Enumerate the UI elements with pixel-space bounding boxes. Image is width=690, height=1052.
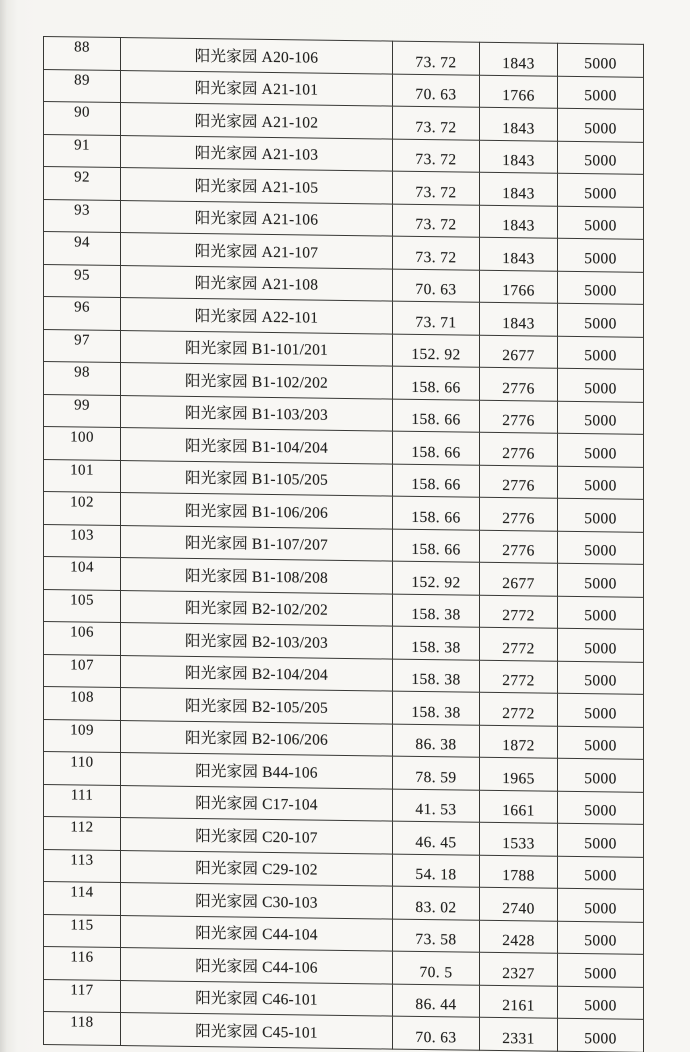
row-number-cell: 109: [44, 719, 121, 753]
area-value-cell: 73. 58: [393, 919, 480, 953]
table-body: [44, 37, 644, 1052]
row-number-cell: 93: [44, 199, 121, 233]
fee-value-cell: 5000: [558, 726, 644, 760]
row-number-cell: 92: [44, 167, 121, 201]
row-number-cell: 106: [44, 622, 121, 656]
area-value-cell: 73. 72: [393, 41, 480, 75]
area-value-cell: 73. 72: [393, 106, 480, 140]
unit-name-cell: 阳光家园 C29-102: [121, 850, 393, 886]
row-number-cell: 108: [44, 687, 121, 721]
price-value-cell: 2740: [480, 887, 558, 921]
price-value-cell: 2776: [480, 367, 558, 401]
unit-name-cell: 阳光家园 C44-106: [121, 948, 393, 984]
area-value-cell: 86. 44: [393, 984, 480, 1018]
price-value-cell: 1843: [480, 140, 558, 174]
fee-value-cell: 5000: [558, 336, 644, 370]
row-number-cell: 89: [44, 69, 121, 103]
unit-name-cell: 阳光家园 A21-105: [121, 168, 393, 204]
area-value-cell: 158. 66: [393, 496, 480, 530]
row-number-cell: 102: [44, 492, 121, 526]
fee-value-cell: 5000: [558, 141, 644, 175]
unit-name-cell: 阳光家园 C30-103: [121, 883, 393, 919]
fee-value-cell: 5000: [558, 563, 644, 597]
price-value-cell: 2776: [480, 497, 558, 531]
area-value-cell: 70. 63: [393, 269, 480, 303]
area-value-cell: 158. 66: [393, 399, 480, 433]
area-value-cell: 158. 38: [393, 626, 480, 660]
unit-name-cell: 阳光家园 B1-106/206: [121, 493, 393, 529]
price-value-cell: 1843: [480, 42, 558, 76]
unit-name-cell: 阳光家园 A21-102: [121, 103, 393, 139]
unit-name-cell: 阳光家园 A21-107: [121, 233, 393, 269]
area-value-cell: 158. 38: [393, 691, 480, 725]
unit-name-cell: 阳光家园 A20-106: [121, 38, 393, 74]
fee-value-cell: 5000: [558, 271, 644, 305]
price-value-cell: 1843: [480, 237, 558, 271]
unit-name-cell: 阳光家园 C17-104: [121, 785, 393, 821]
fee-value-cell: 5000: [558, 661, 644, 695]
area-value-cell: 158. 66: [393, 366, 480, 400]
area-value-cell: 73. 71: [393, 301, 480, 335]
fee-value-cell: 5000: [558, 921, 644, 955]
price-value-cell: 2772: [480, 660, 558, 694]
price-value-cell: 1872: [480, 725, 558, 759]
fee-value-cell: 5000: [558, 823, 644, 857]
area-value-cell: 73. 72: [393, 171, 480, 205]
unit-name-cell: 阳光家园 A21-108: [121, 265, 393, 301]
price-value-cell: 2776: [480, 400, 558, 434]
area-value-cell: 73. 72: [393, 204, 480, 238]
area-value-cell: 158. 38: [393, 594, 480, 628]
unit-name-cell: 阳光家园 A22-101: [121, 298, 393, 334]
price-value-cell: 2677: [480, 562, 558, 596]
unit-name-cell: 阳光家园 C46-101: [121, 980, 393, 1016]
fee-value-cell: 5000: [558, 401, 644, 435]
row-number-cell: 94: [44, 232, 121, 266]
unit-name-cell: 阳光家园 A21-106: [121, 200, 393, 236]
fee-value-cell: 5000: [558, 108, 644, 142]
row-number-cell: 96: [44, 297, 121, 331]
fee-value-cell: 5000: [558, 888, 644, 922]
fee-value-cell: 5000: [558, 498, 644, 532]
price-value-cell: 2776: [480, 530, 558, 564]
area-value-cell: 152. 92: [393, 561, 480, 595]
row-number-cell: 118: [44, 1012, 121, 1046]
price-value-cell: 2428: [480, 920, 558, 954]
row-number-cell: 103: [44, 524, 121, 558]
area-value-cell: 41. 53: [393, 789, 480, 823]
area-value-cell: 158. 66: [393, 464, 480, 498]
area-value-cell: 46. 45: [393, 821, 480, 855]
table-row: [44, 1012, 644, 1052]
area-value-cell: 73. 72: [393, 236, 480, 270]
unit-name-cell: 阳光家园 A21-101: [121, 70, 393, 106]
unit-price-table: [43, 36, 644, 1052]
price-value-cell: 2776: [480, 432, 558, 466]
fee-value-cell: 5000: [558, 173, 644, 207]
fee-value-cell: 5000: [558, 76, 644, 110]
row-number-cell: 104: [44, 557, 121, 591]
row-number-cell: 98: [44, 362, 121, 396]
row-number-cell: 99: [44, 394, 121, 428]
row-number-cell: 97: [44, 329, 121, 363]
fee-value-cell: 5000: [558, 206, 644, 240]
price-value-cell: 1843: [480, 107, 558, 141]
unit-name-cell: 阳光家园 B1-104/204: [121, 428, 393, 464]
row-number-cell: 101: [44, 459, 121, 493]
area-value-cell: 73. 72: [393, 139, 480, 173]
row-number-cell: 100: [44, 427, 121, 461]
fee-value-cell: 5000: [558, 628, 644, 662]
unit-name-cell: 阳光家园 B1-101/201: [121, 330, 393, 366]
row-number-cell: 95: [44, 264, 121, 298]
unit-name-cell: 阳光家园 B1-107/207: [121, 525, 393, 561]
unit-name-cell: 阳光家园 B1-108/208: [121, 558, 393, 594]
fee-value-cell: 5000: [558, 43, 644, 77]
unit-name-cell: 阳光家园 B44-106: [121, 753, 393, 789]
price-value-cell: 1843: [480, 302, 558, 336]
unit-name-cell: 阳光家园 B1-105/205: [121, 460, 393, 496]
area-value-cell: 78. 59: [393, 756, 480, 790]
fee-value-cell: 5000: [558, 693, 644, 727]
area-value-cell: 86. 38: [393, 724, 480, 758]
price-value-cell: 2772: [480, 692, 558, 726]
row-number-cell: 110: [44, 752, 121, 786]
fee-value-cell: 5000: [558, 758, 644, 792]
row-number-cell: 107: [44, 654, 121, 688]
area-value-cell: 152. 92: [393, 334, 480, 368]
fee-value-cell: 5000: [558, 856, 644, 890]
price-value-cell: 2677: [480, 335, 558, 369]
fee-value-cell: 5000: [558, 433, 644, 467]
area-value-cell: 158. 66: [393, 529, 480, 563]
unit-name-cell: 阳光家园 B1-103/203: [121, 395, 393, 431]
price-value-cell: 2772: [480, 627, 558, 661]
price-value-cell: 1965: [480, 757, 558, 791]
fee-value-cell: 5000: [558, 303, 644, 337]
unit-name-cell: 阳光家园 B2-102/202: [121, 590, 393, 626]
area-value-cell: 54. 18: [393, 854, 480, 888]
area-value-cell: 83. 02: [393, 886, 480, 920]
price-value-cell: 1766: [480, 270, 558, 304]
unit-name-cell: 阳光家园 B2-105/205: [121, 688, 393, 724]
row-number-cell: 115: [44, 914, 121, 948]
fee-value-cell: 5000: [558, 368, 644, 402]
area-value-cell: 70. 63: [393, 1016, 480, 1050]
unit-name-cell: 阳光家园 B2-106/206: [121, 720, 393, 756]
price-value-cell: 1843: [480, 172, 558, 206]
fee-value-cell: 5000: [558, 596, 644, 630]
unit-name-cell: 阳光家园 B2-103/203: [121, 623, 393, 659]
row-number-cell: 117: [44, 979, 121, 1013]
price-value-cell: 1843: [480, 205, 558, 239]
area-value-cell: 70. 5: [393, 951, 480, 985]
fee-value-cell: 5000: [558, 986, 644, 1020]
fee-value-cell: 5000: [558, 791, 644, 825]
row-number-cell: 113: [44, 849, 121, 883]
price-value-cell: 1661: [480, 790, 558, 824]
unit-name-cell: 阳光家园 C20-107: [121, 818, 393, 854]
price-value-cell: 1766: [480, 75, 558, 109]
row-number-cell: 88: [44, 37, 121, 71]
row-number-cell: 111: [44, 784, 121, 818]
fee-value-cell: 5000: [558, 1018, 644, 1052]
fee-value-cell: 5000: [558, 466, 644, 500]
row-number-cell: 116: [44, 947, 121, 981]
row-number-cell: 90: [44, 102, 121, 136]
area-value-cell: 158. 38: [393, 659, 480, 693]
unit-name-cell: 阳光家园 C44-104: [121, 915, 393, 951]
price-value-cell: 2776: [480, 465, 558, 499]
fee-value-cell: 5000: [558, 531, 644, 565]
unit-name-cell: 阳光家园 A21-103: [121, 135, 393, 171]
price-value-cell: 2161: [480, 985, 558, 1019]
fee-value-cell: 5000: [558, 238, 644, 272]
unit-name-cell: 阳光家园 C45-101: [121, 1013, 393, 1049]
fee-value-cell: 5000: [558, 953, 644, 987]
row-number-cell: 91: [44, 134, 121, 168]
row-number-cell: 114: [44, 882, 121, 916]
row-number-cell: 112: [44, 817, 121, 851]
unit-name-cell: 阳光家园 B1-102/202: [121, 363, 393, 399]
unit-name-cell: 阳光家园 B2-104/204: [121, 655, 393, 691]
row-number-cell: 105: [44, 589, 121, 623]
area-value-cell: 70. 63: [393, 74, 480, 108]
area-value-cell: 158. 66: [393, 431, 480, 465]
price-value-cell: 1788: [480, 855, 558, 889]
price-value-cell: 2327: [480, 952, 558, 986]
price-value-cell: 1533: [480, 822, 558, 856]
price-value-cell: 2331: [480, 1017, 558, 1051]
price-value-cell: 2772: [480, 595, 558, 629]
